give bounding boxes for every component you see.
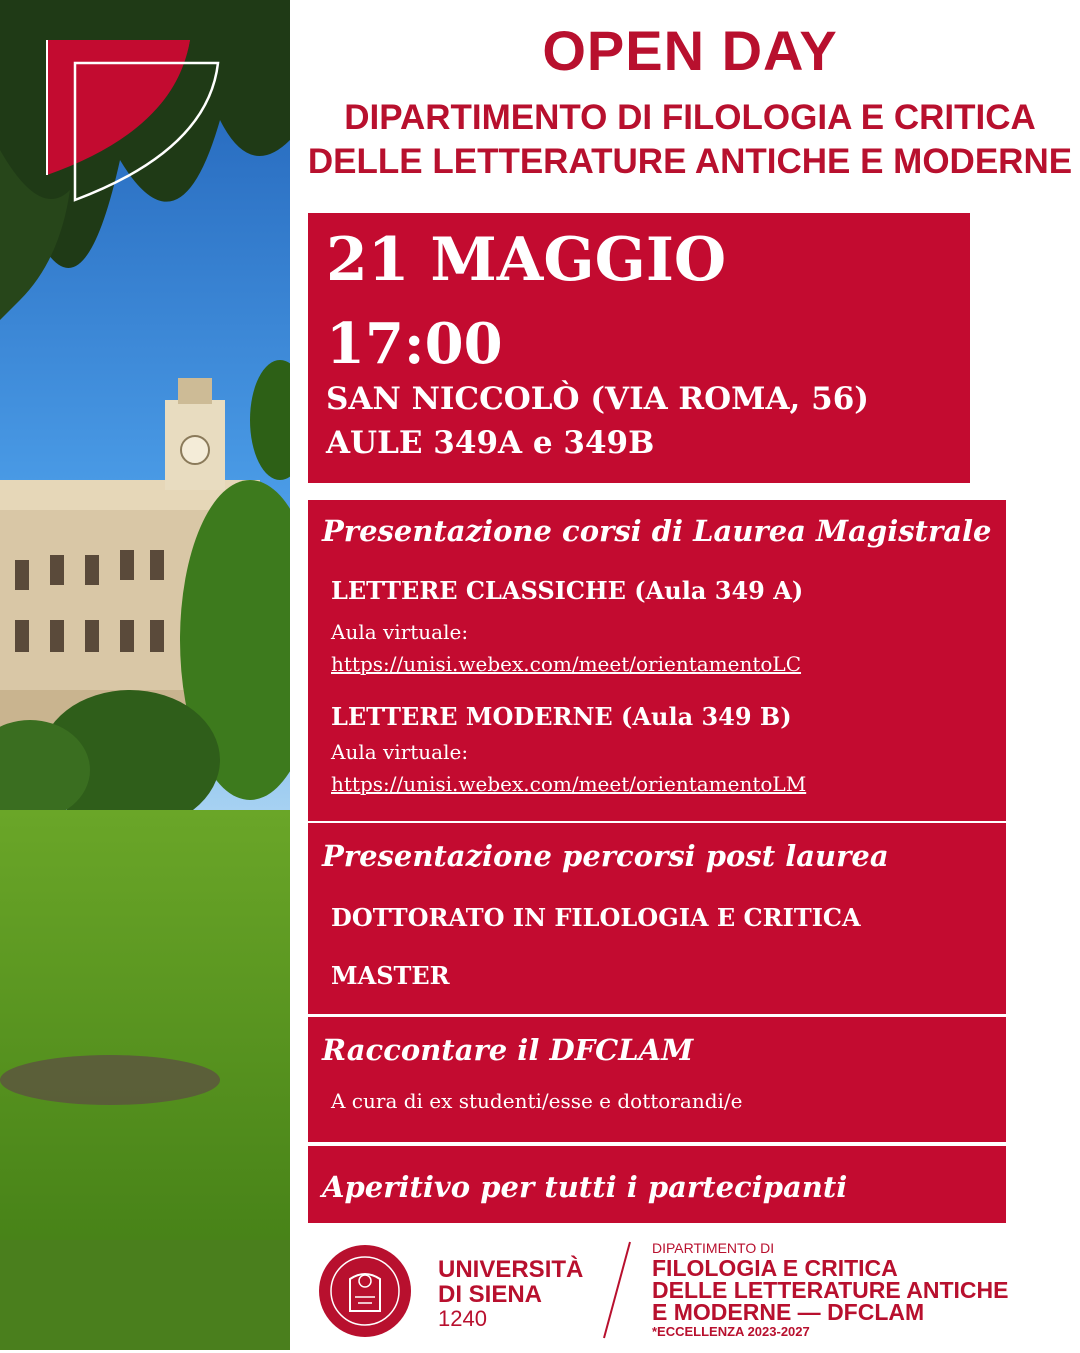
dept-excellence-note: *ECCELLENZA 2023-2027	[652, 1324, 810, 1339]
webex-link-lc[interactable]: https://unisi.webex.com/meet/orientamentoLC	[331, 652, 802, 676]
university-name-line-2: DI SIENA	[438, 1281, 543, 1308]
dept-label-small: DIPARTIMENTO DI	[652, 1240, 775, 1256]
post-laurea-section	[308, 823, 1006, 1014]
red-logo-shape	[0, 0, 290, 220]
event-date: 21 MAGGIO	[326, 225, 727, 295]
event-place: SAN NICCOLÒ (VIA ROMA, 56)	[326, 381, 869, 417]
magistrale-section	[308, 500, 1006, 821]
aperitivo-section	[308, 1146, 1006, 1223]
section-heading: Raccontare il DFCLAM	[322, 1033, 694, 1067]
department-line-2: DELLE LETTERATURE ANTICHE E MODERNE	[307, 142, 1073, 181]
event-rooms: AULE 349A e 349B	[326, 425, 655, 461]
dept-name-line-1: FILOLOGIA E CRITICA	[652, 1255, 898, 1281]
footer-divider	[598, 1240, 638, 1340]
dottorato-item: DOTTORATO IN FILOLOGIA E CRITICA	[331, 903, 861, 932]
lettere-moderne-title: LETTERE MODERNE (Aula 349 B)	[331, 702, 792, 731]
racconto-section	[308, 1017, 1006, 1142]
university-name-line-1: UNIVERSITÀ	[438, 1256, 584, 1283]
webex-link-lm[interactable]: https://unisi.webex.com/meet/orientamentoLM	[331, 772, 807, 796]
racconto-text: A cura di ex studenti/esse e dottorandi/e	[331, 1089, 743, 1113]
university-seal-icon	[310, 1243, 420, 1353]
event-info-box	[308, 213, 970, 483]
dept-name-line-3: E MODERNE — DFCLAM	[652, 1299, 925, 1325]
department-line-1: DIPARTIMENTO DI FILOLOGIA E CRITICA	[344, 98, 1036, 137]
section-heading: Aperitivo per tutti i partecipanti	[322, 1170, 848, 1204]
page-title: OPEN DAY	[542, 19, 838, 82]
dept-name-line-2: DELLE LETTERATURE ANTICHE	[652, 1277, 1009, 1303]
event-time: 17:00	[326, 311, 503, 377]
master-item: MASTER	[331, 961, 450, 990]
section-heading: Presentazione corsi di Laurea Magistrale	[322, 514, 992, 548]
lettere-classiche-title: LETTERE CLASSICHE (Aula 349 A)	[331, 576, 804, 605]
virtual-room-label: Aula virtuale:	[331, 740, 469, 764]
university-year: 1240	[438, 1306, 487, 1331]
virtual-room-label: Aula virtuale:	[331, 620, 469, 644]
section-heading: Presentazione percorsi post laurea	[322, 839, 889, 873]
